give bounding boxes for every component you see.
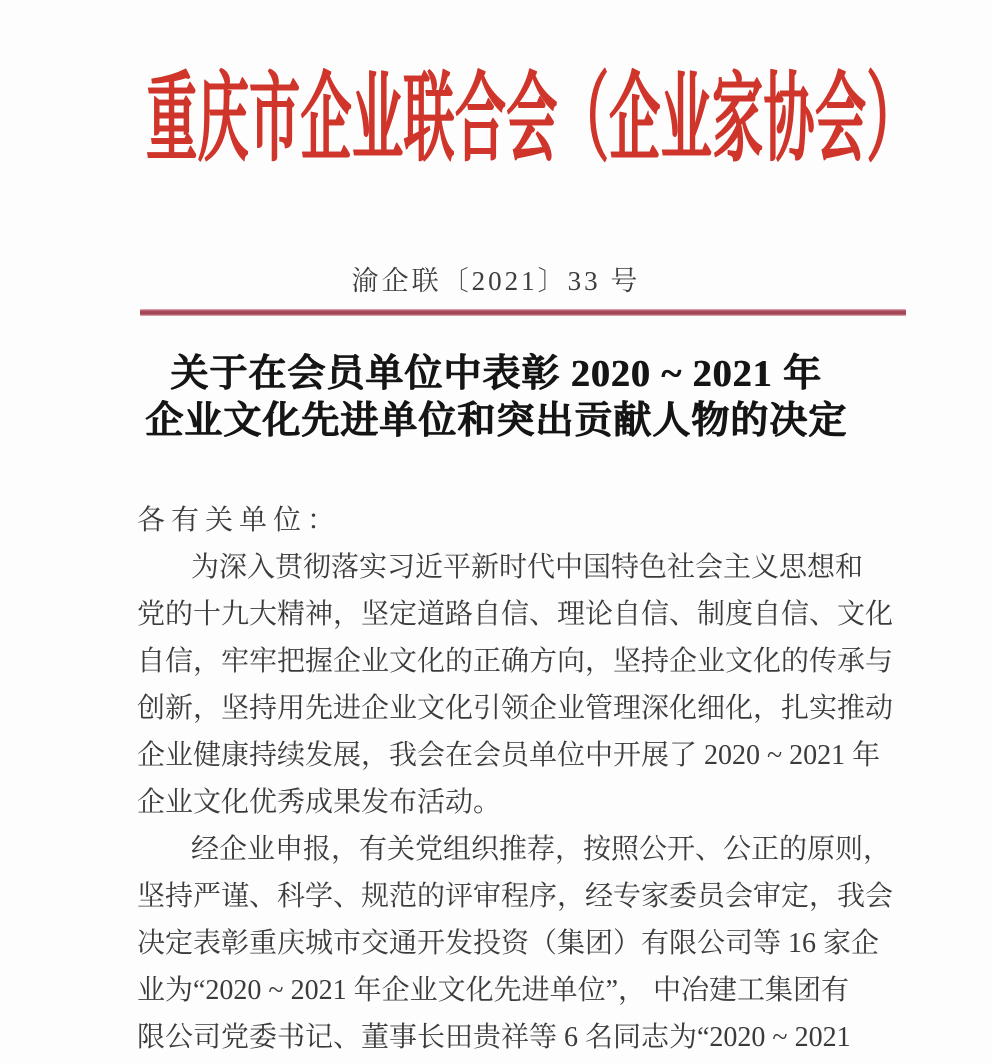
body-line: 坚持严谨、科学、规范的评审程序，经专家委员会审定，我会: [137, 881, 894, 912]
document-body: [137, 497, 894, 1061]
doc-number: 渝企联〔2021〕33 号: [351, 266, 641, 296]
salutation: 各有关单位：: [137, 505, 342, 536]
document-title-line2: 企业文化先进单位和突出贡献人物的决定: [144, 400, 847, 442]
body-line: 党的十九大精神，坚定道路自信、理论自信、制度自信、文化: [137, 599, 894, 630]
body-line: 自信，牢牢把握企业文化的正确方向，坚持企业文化的传承与: [137, 646, 894, 677]
body-line: 企业健康持续发展，我会在会员单位中开展了 2020 ~ 2021 年: [137, 740, 881, 771]
red-divider-line: [140, 309, 906, 316]
body-line: 限公司党委书记、董事长田贵祥等 6 名同志为“2020 ~ 2021: [137, 1022, 851, 1053]
org-name-text: 重庆市企业联合会（企业家协会）: [146, 66, 918, 173]
document-title: [0, 351, 992, 445]
body-line: 创新，坚持用先进企业文化引领企业管理深化细化，扎实推动: [137, 693, 894, 724]
red-header: [146, 62, 992, 178]
body-line: 企业文化优秀成果发布活动。: [137, 787, 502, 818]
body-line: 决定表彰重庆城市交通开发投资（集团）有限公司等 16 家企: [137, 928, 880, 959]
body-line: 为深入贯彻落实习近平新时代中国特色社会主义思想和: [191, 552, 864, 583]
body-line: 经企业申报，有关党组织推荐，按照公开、公正的原则，: [191, 834, 892, 865]
body-line: 业为“2020 ~ 2021 年企业文化先进单位”， 中冶建工集团有: [137, 975, 850, 1006]
document-title-line1: 关于在会员单位中表彰 2020 ~ 2021 年: [170, 353, 822, 395]
